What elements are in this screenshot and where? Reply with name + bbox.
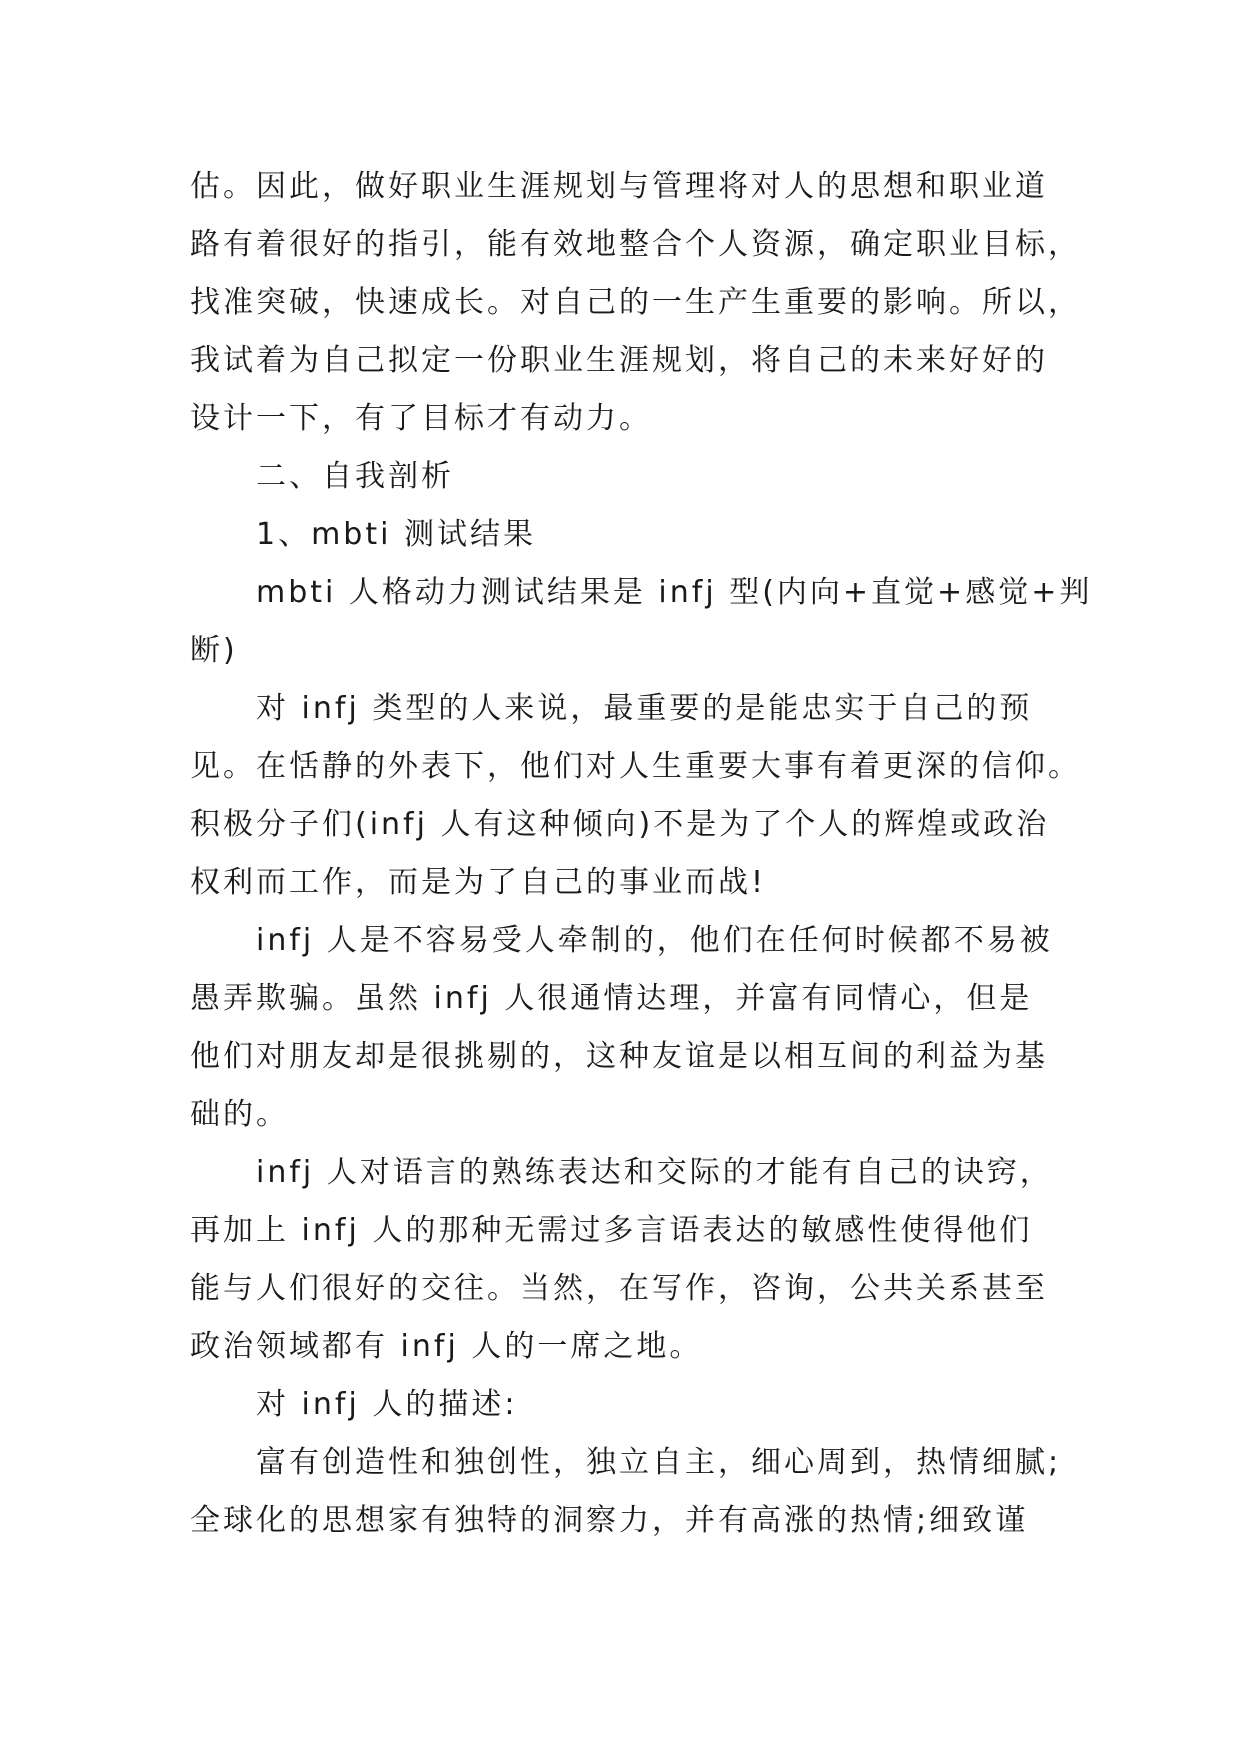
text-line: 设计一下，有了目标才有动力。 [190,401,652,436]
text-line: 愚弄欺骗。虽然 infj 人很通情达理，并富有同情心，但是 [190,981,1033,1016]
text-line: infj 人对语言的熟练表达和交际的才能有自己的诀窍， [256,1155,1053,1190]
text-line: 础的。 [190,1097,289,1132]
text-line: 断) [190,633,238,668]
text-line: mbti 人格动力测试结果是 infj 型(内向+直觉+感觉+判 [256,575,1093,610]
text-line: 见。在恬静的外表下，他们对人生重要大事有着更深的信仰。 [190,749,1081,784]
text-line: 政治领域都有 infj 人的一席之地。 [190,1329,703,1364]
subsection-heading: 1、mbti 测试结果 [256,517,536,552]
text-line: 能与人们很好的交往。当然，在写作，咨询，公共关系甚至 [190,1271,1048,1306]
text-line: 找准突破，快速成长。对自己的一生产生重要的影响。所以， [190,285,1081,320]
text-line: 我试着为自己拟定一份职业生涯规划，将自己的未来好好的 [190,343,1048,378]
text-line: 估。因此，做好职业生涯规划与管理将对人的思想和职业道 [190,169,1048,204]
text-line: 权利而工作，而是为了自己的事业而战! [190,865,767,900]
text-line: 路有着很好的指引，能有效地整合个人资源，确定职业目标， [190,227,1081,262]
text-line: 再加上 infj 人的那种无需过多言语表达的敏感性使得他们 [190,1213,1033,1248]
text-line: 全球化的思想家有独特的洞察力，并有高涨的热情;细致谨 [190,1503,1029,1538]
text-line: 他们对朋友却是很挑剔的，这种友谊是以相互间的利益为基 [190,1039,1048,1074]
text-line: 积极分子们(infj 人有这种倾向)不是为了个人的辉煌或政治 [190,807,1050,842]
document-body [190,158,1093,1550]
text-line: 对 infj 人的描述: [256,1387,518,1422]
section-heading: 二、自我剖析 [256,459,454,494]
text-line: infj 人是不容易受人牵制的，他们在任何时候都不易被 [256,923,1053,958]
text-line: 对 infj 类型的人来说，最重要的是能忠实于自己的预 [256,691,1033,726]
text-line: 富有创造性和独创性，独立自主，细心周到，热情细腻; [256,1445,1062,1480]
